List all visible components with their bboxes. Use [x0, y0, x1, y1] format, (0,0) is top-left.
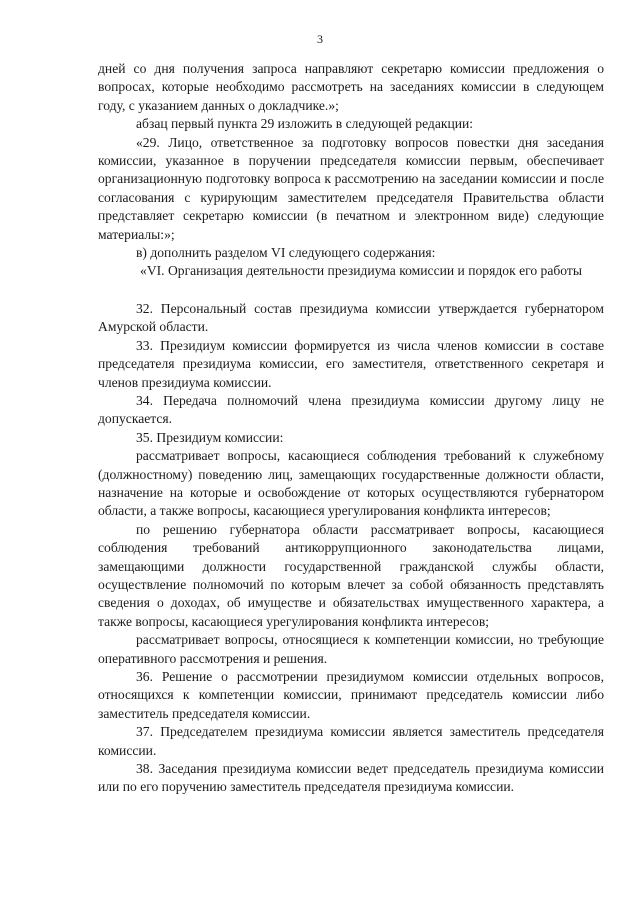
paragraph-item-34: 34. Передача полномочий члена президиума комиссии другому лицу не допускается.	[98, 392, 604, 427]
paragraph-item-35-sub-1: рассматривает вопросы, касающиеся соблюдения требований к служебному (должностному) поведению лиц, замещающих государственные должности области, назначение на которые и освобождение от которых осуществляются губернатором области, а также вопросы, касающиеся урегулирования конфликта интересов;	[98, 448, 604, 519]
page-number: 3	[317, 32, 323, 46]
document-body	[98, 60, 604, 797]
section-heading: «VI. Организация деятельности президиума комиссии и порядок его работы	[140, 263, 582, 279]
spacer	[98, 281, 604, 300]
paragraph-item-32: 32. Персональный состав президиума комиссии утверждается губернатором Амурской области.	[98, 300, 604, 335]
paragraph-item-35-sub-3: рассматривает вопросы, относящиеся к компетенции комиссии, но требующие оперативного рассмотрения и решения.	[98, 632, 604, 666]
paragraph-item-36: 36. Решение о рассмотрении президиумом комиссии отдельных вопросов, относящихся к компетенции комиссии, принимают председатель комиссии либо заместитель председателя комиссии.	[98, 669, 604, 721]
paragraph-item-35: 35. Президиум комиссии:	[136, 429, 284, 445]
paragraph-amendment-intro: абзац первый пункта 29 изложить в следующей редакции:	[136, 116, 474, 132]
paragraph-amendment-section: в) дополнить разделом VI следующего содержания:	[136, 245, 436, 261]
paragraph-item-33: 33. Президиум комиссии формируется из числа членов комиссии в составе председателя президиума комиссии, его заместителя, ответственного секретаря и членов президиума комиссии.	[98, 337, 604, 390]
paragraph-continuation: дней со дня получения запроса направляют секретарю комиссии предложения о вопросах, которые необходимо рассмотреть на заседаниях комиссии в следующем году, с указанием данных о докладчике.»;	[98, 61, 604, 113]
paragraph-item-38: 38. Заседания президиума комиссии ведет председатель президиума комиссии или по его поручению заместитель председателя президиума комиссии.	[98, 761, 604, 795]
paragraph-item-29: «29. Лицо, ответственное за подготовку вопросов повестки дня заседания комиссии, указанное в поручении председателя комиссии первым, обеспечивает организационную подготовку вопроса к рассмотрению на заседании комиссии и после согласования с курирующим заместителем председателя Правительства области представляет секретарю комиссии (в печатном и электронном виде) следующие материалы:»;	[98, 134, 604, 242]
paragraph-item-37: 37. Председателем президиума комиссии является заместитель председателя комиссии.	[98, 724, 604, 758]
paragraph-item-35-sub-2: по решению губернатора области рассматривает вопросы, касающиеся соблюдения требований антикоррупционного законодательства лицами, замещающими должности государственной гражданской службы области, осуществление полномочий по которым влечет за собой обязанность представлять сведения о доходах, об имуществе и обязательствах имущественного характера, а также вопросы, касающиеся урегулирования конфликта интересов;	[98, 521, 604, 629]
